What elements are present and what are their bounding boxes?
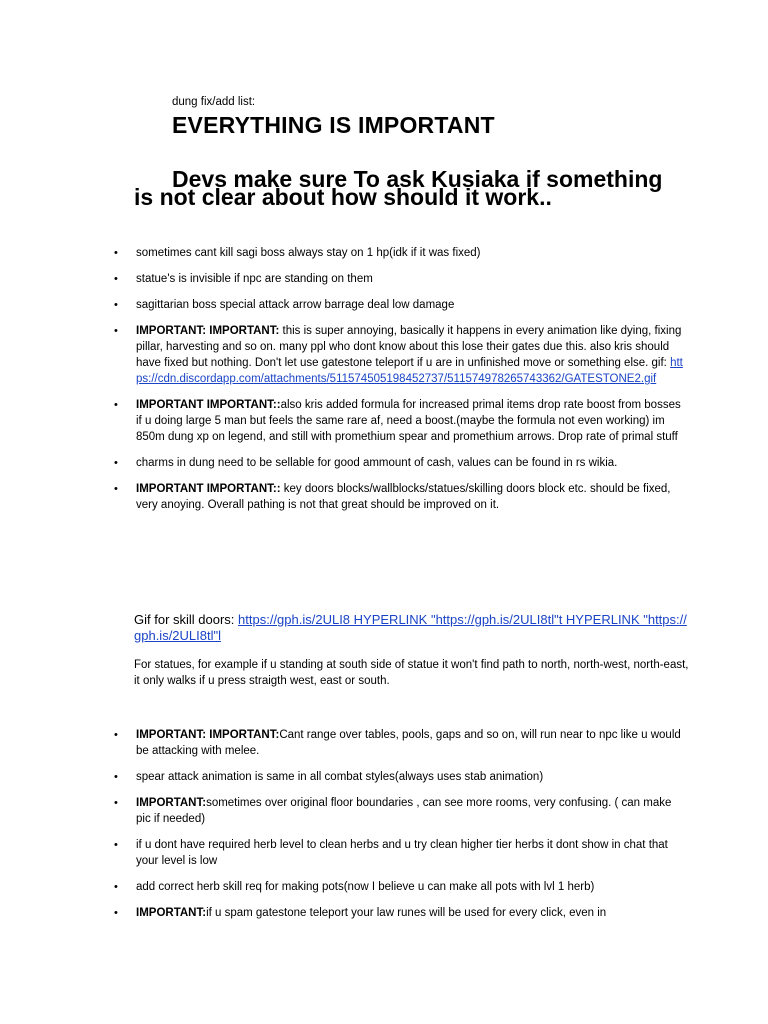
important-label: IMPORTANT: IMPORTANT: bbox=[136, 325, 280, 337]
list-item-text: also kris added formula for increased primal items drop rate boost from bosses if u doing large 5 man but feels the same rare af, need a boost.(maybe the formula not even working) im 850m dung xp on legend, and still with promethium spear and promethium arrows. Drop rate of primal stuff bbox=[136, 399, 681, 443]
list-item-text: if u spam gatestone teleport your law runes will be used for every click, even in bbox=[206, 907, 607, 919]
important-label: IMPORTANT: bbox=[136, 797, 207, 809]
headline-everything-important: EVERYTHING IS IMPORTANT bbox=[172, 112, 495, 138]
bullet-icon: • bbox=[114, 729, 118, 741]
bullet-icon: • bbox=[114, 771, 118, 783]
statues-paragraph: For statues, for example if u standing at south side of statue it won't find path to north, north-west, north-east, it only walks if u press straigth west, east or south. bbox=[134, 659, 689, 687]
list-item bbox=[112, 397, 687, 445]
list-item-text: sometimes cant kill sagi boss always stay on 1 hp(idk if it was fixed) bbox=[136, 247, 481, 259]
fix-list-primary bbox=[112, 245, 687, 523]
bullet-icon: • bbox=[114, 483, 118, 495]
list-item-text: Cant range over tables, pools, gaps and so on, will run near to npc like u would be attacking with melee. bbox=[136, 729, 681, 757]
list-item-text: key doors blocks/wallblocks/statues/skilling doors block etc. should be fixed, very anoying. Overall pathing is not that great should be improved on it. bbox=[136, 483, 671, 511]
list-item bbox=[112, 271, 687, 287]
bullet-icon: • bbox=[114, 399, 118, 411]
list-item-text: charms in dung need to be sellable for good ammount of cash, values can be found in rs wikia. bbox=[136, 457, 618, 469]
bullet-icon: • bbox=[114, 797, 118, 809]
list-item bbox=[112, 727, 687, 759]
important-label: IMPORTANT: IMPORTANT: bbox=[136, 729, 280, 741]
bullet-icon: • bbox=[114, 881, 118, 893]
list-item bbox=[112, 879, 687, 895]
list-item-text: if u dont have required herb level to clean herbs and u try clean higher tier herbs it dont show in chat that your level is low bbox=[136, 839, 668, 867]
important-label: IMPORTANT: bbox=[136, 907, 207, 919]
bullet-icon: • bbox=[114, 273, 118, 285]
gif-skill-doors-line bbox=[134, 612, 694, 644]
list-item-text: sagittarian boss special attack arrow barrage deal low damage bbox=[136, 299, 455, 311]
list-item bbox=[112, 837, 687, 869]
bullet-icon: • bbox=[114, 839, 118, 851]
important-label: IMPORTANT IMPORTANT:: bbox=[136, 399, 281, 411]
list-item bbox=[112, 455, 687, 471]
list-item bbox=[112, 795, 687, 827]
bullet-icon: • bbox=[114, 457, 118, 469]
list-item bbox=[112, 481, 687, 513]
devs-note-line-2: is not clear about how should it work.. bbox=[134, 184, 552, 210]
list-item-text: sometimes over original floor boundaries , can see more rooms, very confusing. ( can make pic if needed) bbox=[136, 797, 672, 825]
devs-note-line-1: Devs make sure To ask Kusiaka if something bbox=[172, 166, 663, 192]
list-item bbox=[112, 769, 687, 785]
gif-skill-doors-link[interactable]: https://gph.is/2ULI8 HYPERLINK "https://gph.is/2ULI8tl"t HYPERLINK "https://gph.is/2ULI8tl"l bbox=[134, 612, 687, 643]
bullet-icon: • bbox=[114, 299, 118, 311]
gif-link[interactable]: https://cdn.discordapp.com/attachments/511574505198452737/511574978265743362/GATESTONE2.gif bbox=[136, 357, 683, 385]
bullet-icon: • bbox=[114, 247, 118, 259]
bullet-icon: • bbox=[114, 907, 118, 919]
list-item-text: spear attack animation is same in all combat styles(always uses stab animation) bbox=[136, 771, 544, 783]
list-item bbox=[112, 323, 687, 387]
bullet-icon: • bbox=[114, 325, 118, 337]
list-item-text: add correct herb skill req for making pots(now I believe u can make all pots with lvl 1 herb) bbox=[136, 881, 595, 893]
list-item bbox=[112, 905, 687, 921]
gif-skill-doors-label: Gif for skill doors: bbox=[134, 612, 239, 627]
list-subtitle: dung fix/add list: bbox=[172, 96, 256, 108]
list-item bbox=[112, 245, 687, 261]
list-item-text: statue's is invisible if npc are standing on them bbox=[136, 273, 373, 285]
important-label: IMPORTANT IMPORTANT:: bbox=[136, 483, 281, 495]
list-item bbox=[112, 297, 687, 313]
list-item-text: this is super annoying, basically it happens in every animation like dying, fixing pillar, harvesting and so on. many ppl who dont know about this lose their gates due this. also kris should have fixed but nothing. Don't let use gatestone teleport if u are in unfinished move or something else. gif: bbox=[136, 325, 682, 369]
fix-list-secondary bbox=[112, 727, 687, 931]
